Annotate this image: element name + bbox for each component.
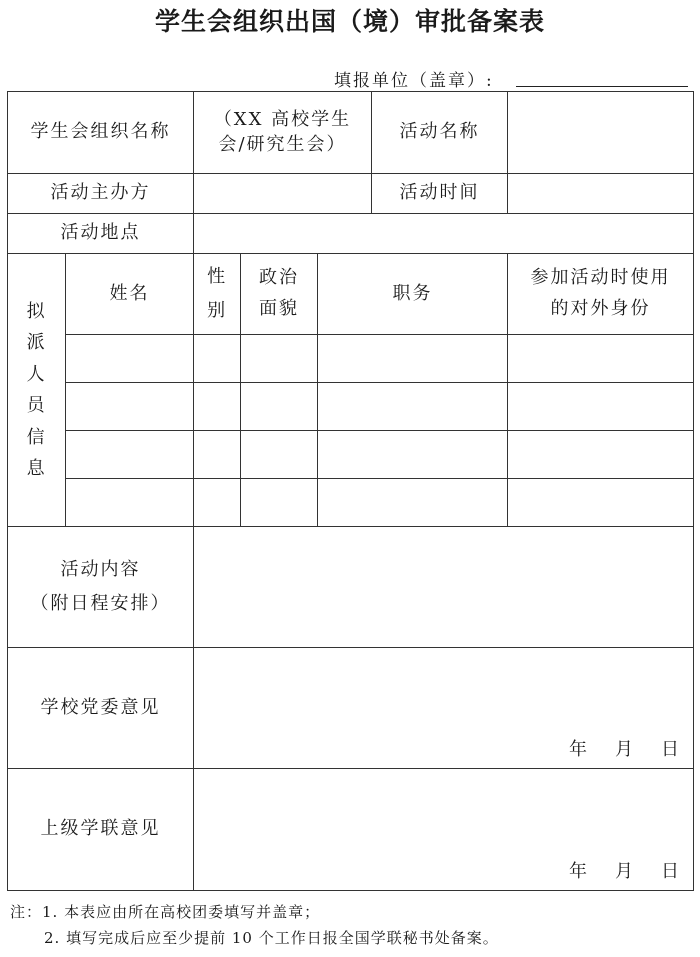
federation-opinion-label: 上级学联意见 (8, 769, 194, 891)
party-opinion-label: 学校党委意见 (8, 648, 194, 769)
date-year: 年 (569, 860, 589, 882)
person-identity-cell[interactable] (508, 335, 694, 383)
person-identity-cell[interactable] (508, 383, 694, 431)
header-name: 姓名 (66, 254, 194, 335)
row-personnel-header (8, 254, 694, 335)
federation-opinion-date (569, 860, 681, 884)
federation-opinion-field[interactable] (194, 769, 694, 891)
party-opinion-date (569, 738, 681, 762)
person-position-cell[interactable] (318, 431, 508, 479)
date-day: 日 (661, 860, 681, 882)
personnel-label-text: 拟派人员信息 (26, 300, 47, 479)
person-gender-cell[interactable] (194, 335, 241, 383)
header-gender (194, 254, 241, 335)
note-line-1: 注：1. 本表应由所在高校团委填写并盖章； (10, 903, 321, 921)
header-identity (508, 254, 694, 335)
row-organizer (8, 174, 694, 214)
activity-name-field[interactable] (508, 92, 694, 174)
personnel-row (8, 431, 694, 479)
org-name-value-text: （XX 高校学生会/研究生会） (213, 109, 352, 155)
row-federation-opinion (8, 769, 694, 891)
row-location (8, 214, 694, 254)
person-political-cell[interactable] (241, 335, 318, 383)
activity-time-label: 活动时间 (372, 174, 508, 214)
header-identity-text: 参加活动时使用的对外身份 (530, 267, 671, 319)
person-identity-cell[interactable] (508, 431, 694, 479)
person-political-cell[interactable] (241, 479, 318, 527)
date-year: 年 (569, 738, 589, 760)
person-gender-cell[interactable] (194, 383, 241, 431)
activity-time-field[interactable] (508, 174, 694, 214)
content-label (8, 527, 194, 648)
person-identity-cell[interactable] (508, 479, 694, 527)
personnel-row (8, 479, 694, 527)
header-position: 职务 (318, 254, 508, 335)
content-label-line2: （附日程安排） (30, 593, 171, 614)
person-position-cell[interactable] (318, 383, 508, 431)
date-day: 日 (661, 738, 681, 760)
date-month: 月 (615, 860, 635, 882)
page-title: 学生会组织出国（境）审批备案表 (154, 7, 545, 36)
header-gender-text: 性别 (207, 265, 228, 321)
organizer-field[interactable] (194, 174, 372, 214)
personnel-row (8, 383, 694, 431)
notes (10, 899, 499, 952)
header-political-text: 政治面貌 (259, 267, 299, 319)
party-opinion-field[interactable] (194, 648, 694, 769)
person-name-cell[interactable] (66, 335, 194, 383)
person-gender-cell[interactable] (194, 479, 241, 527)
personnel-label (8, 254, 66, 527)
row-party-opinion (8, 648, 694, 769)
organizer-label: 活动主办方 (8, 174, 194, 214)
fill-unit-label: 填报单位（盖章）: (334, 71, 494, 91)
person-name-cell[interactable] (66, 383, 194, 431)
person-name-cell[interactable] (66, 431, 194, 479)
row-activity-content (8, 527, 694, 648)
person-gender-cell[interactable] (194, 431, 241, 479)
org-name-label: 学生会组织名称 (8, 92, 194, 174)
person-political-cell[interactable] (241, 383, 318, 431)
fill-unit-line (334, 64, 694, 90)
fill-unit-blank[interactable] (516, 64, 688, 87)
content-label-line1: 活动内容 (60, 558, 141, 580)
activity-name-label: 活动名称 (372, 92, 508, 174)
location-field[interactable] (194, 214, 694, 254)
date-month: 月 (615, 738, 635, 760)
row-org-name (8, 92, 694, 174)
content-field[interactable] (194, 527, 694, 648)
personnel-row (8, 335, 694, 383)
org-name-value[interactable] (194, 92, 372, 174)
person-position-cell[interactable] (318, 479, 508, 527)
person-political-cell[interactable] (241, 431, 318, 479)
approval-form-table (7, 91, 694, 891)
person-name-cell[interactable] (66, 479, 194, 527)
person-position-cell[interactable] (318, 335, 508, 383)
note-line-2: 2. 填写完成后应至少提前 10 个工作日报全国学联秘书处备案。 (44, 929, 499, 948)
header-political (241, 254, 318, 335)
location-label: 活动地点 (8, 214, 194, 254)
